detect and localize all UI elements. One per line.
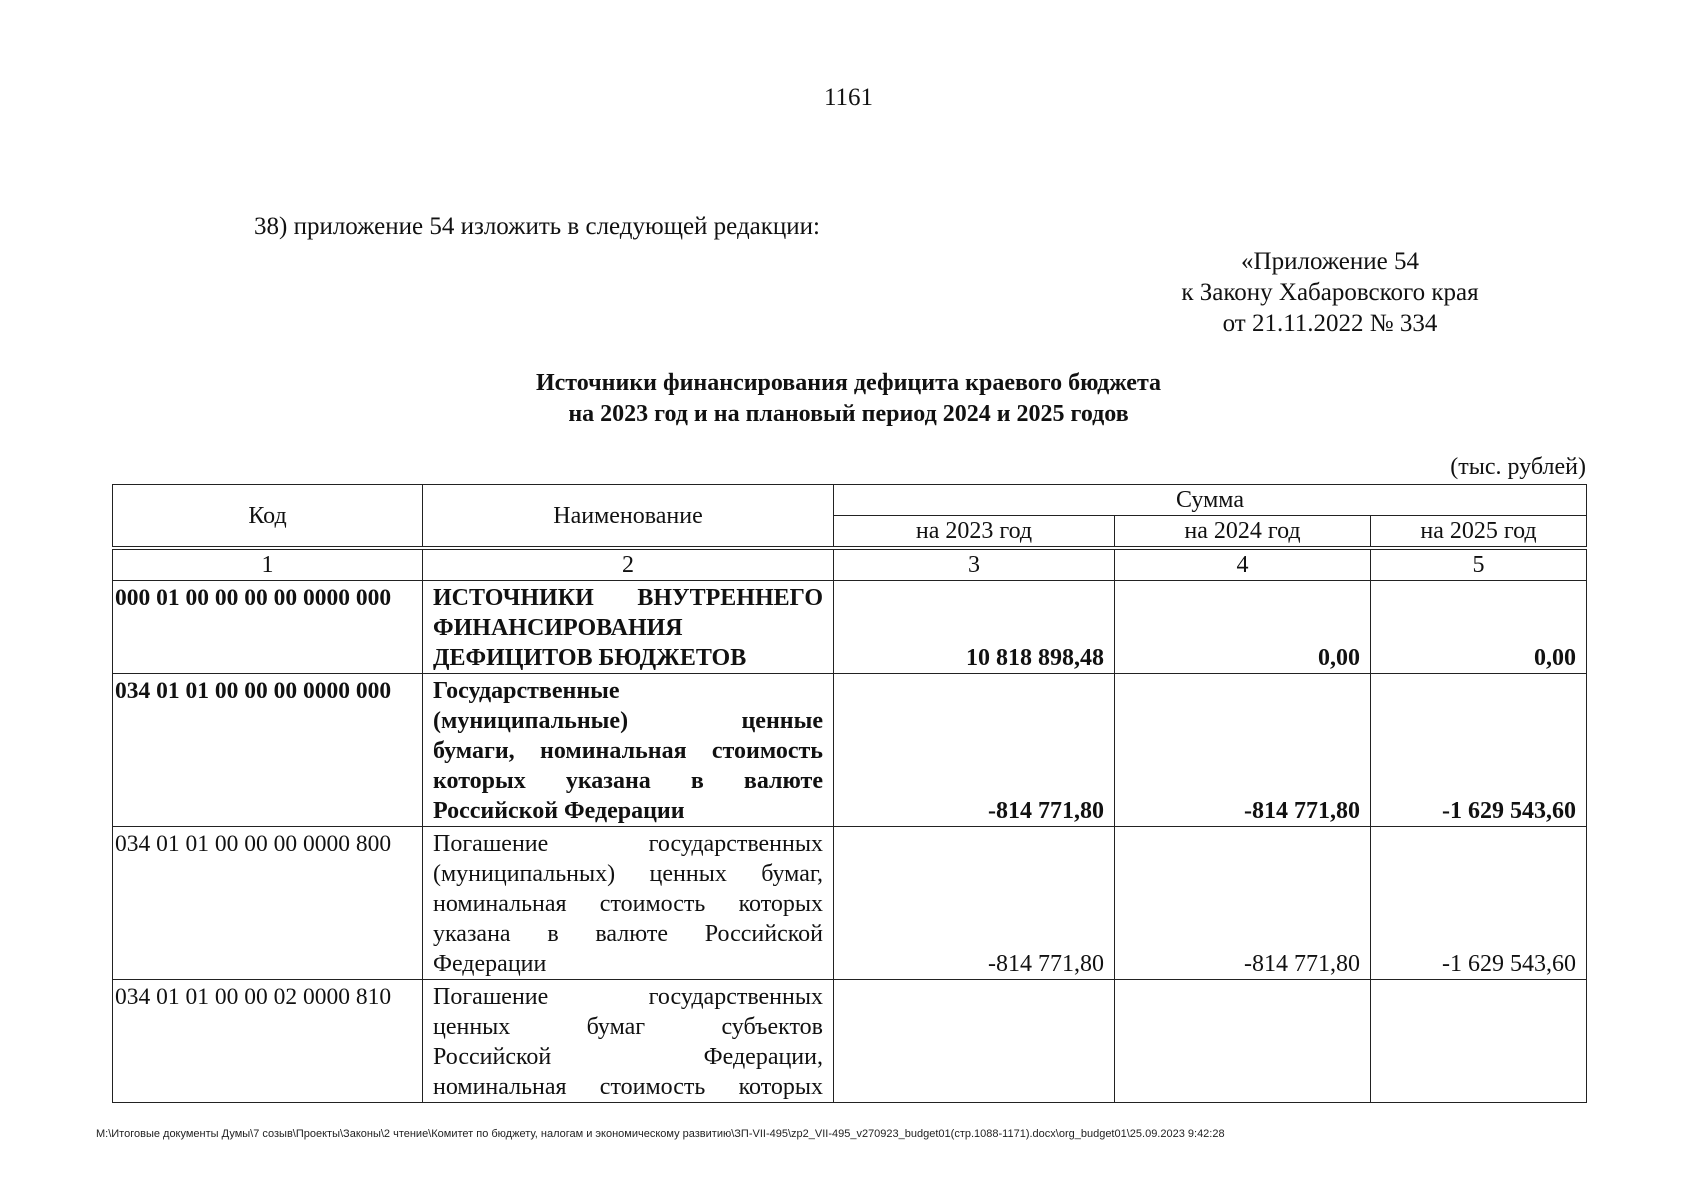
table-header (112, 484, 1587, 547)
column-number: 4 (1115, 550, 1371, 581)
table-row (113, 827, 1587, 980)
row-amount-2025: 0,00 (1371, 581, 1587, 674)
header-name: Наименование (423, 485, 834, 547)
name-line: бумаги, номинальная стоимость (433, 738, 823, 764)
row-name (423, 581, 834, 674)
name-line: номинальная стоимость которых (433, 891, 823, 917)
row-amount-2024: -814 771,80 (1115, 827, 1371, 980)
appendix-line-1: «Приложение 54 (1241, 248, 1419, 275)
column-number: 1 (113, 550, 423, 581)
row-amount-2023: 10 818 898,48 (834, 581, 1115, 674)
document-title (0, 368, 1697, 430)
budget-table (112, 549, 1587, 1103)
name-line: (муниципальных) ценных бумаг, (433, 861, 823, 887)
row-amount-2023: -814 771,80 (834, 674, 1115, 827)
title-line-1: Источники финансирования дефицита краевого бюджета (535, 370, 1162, 396)
row-code: 000 01 00 00 00 00 0000 000 (113, 581, 423, 674)
header-2025: на 2025 год (1371, 516, 1587, 547)
name-line: ФИНАНСИРОВАНИЯ (433, 615, 683, 641)
row-name (423, 674, 834, 827)
row-name (423, 980, 834, 1103)
name-line: указана в валюте Российской (433, 921, 823, 947)
table-row (113, 980, 1587, 1103)
row-code: 034 01 01 00 00 00 0000 800 (113, 827, 423, 980)
name-line: ДЕФИЦИТОВ БЮДЖЕТОВ (433, 645, 747, 671)
name-line: Федерации (433, 951, 547, 977)
intro-text: 38) приложение 54 изложить в следующей редакции: (254, 213, 820, 240)
name-line: Российской Федерации (433, 798, 685, 824)
row-code: 034 01 01 00 00 00 0000 000 (113, 674, 423, 827)
header-sum: Сумма (834, 485, 1587, 516)
table-row (113, 581, 1587, 674)
row-code: 034 01 01 00 00 02 0000 810 (113, 980, 423, 1103)
row-name (423, 827, 834, 980)
page-number: 1161 (823, 84, 874, 111)
header-code: Код (113, 485, 423, 547)
appendix-line-2: к Закону Хабаровского края (1181, 279, 1479, 306)
header-2024: на 2024 год (1115, 516, 1371, 547)
row-amount-2024 (1115, 980, 1371, 1103)
row-amount-2024: -814 771,80 (1115, 674, 1371, 827)
row-amount-2025: -1 629 543,60 (1371, 674, 1587, 827)
row-amount-2025: -1 629 543,60 (1371, 827, 1587, 980)
table-row (113, 674, 1587, 827)
column-number-row (113, 550, 1587, 581)
column-number: 3 (834, 550, 1115, 581)
title-line-2: на 2023 год и на плановый период 2024 и 2025 годов (568, 401, 1129, 427)
name-line: ценных бумаг субъектов (433, 1014, 823, 1040)
name-line: (муниципальные) ценные (433, 708, 823, 734)
row-amount-2024: 0,00 (1115, 581, 1371, 674)
column-number: 2 (423, 550, 834, 581)
name-line: Погашение государственных (433, 984, 823, 1010)
name-line: ИСТОЧНИКИ ВНУТРЕННЕГО (433, 585, 823, 611)
column-number: 5 (1371, 550, 1587, 581)
name-line: которых указана в валюте (433, 768, 823, 794)
row-amount-2023 (834, 980, 1115, 1103)
name-line: Государственные (433, 678, 620, 704)
name-line: Погашение государственных (433, 831, 823, 857)
appendix-reference (1180, 246, 1480, 339)
units-label: (тыс. рублей) (1450, 454, 1586, 480)
header-2023: на 2023 год (834, 516, 1115, 547)
appendix-line-3: от 21.11.2022 № 334 (1222, 310, 1438, 337)
file-path-footer: M:\Итоговые документы Думы\7 созыв\Проекты\Законы\2 чтение\Комитет по бюджету, налогам и экономическому развитию\ЗП-VII-495\zp2_VII-495_v270923_budget01(стр.1088-1171).docx\org_budget01\25.09.2023 9:42:28 (96, 1128, 1225, 1140)
row-amount-2025 (1371, 980, 1587, 1103)
name-line: номинальная стоимость которых (433, 1074, 823, 1100)
name-line: Российской Федерации, (433, 1044, 823, 1070)
row-amount-2023: -814 771,80 (834, 827, 1115, 980)
